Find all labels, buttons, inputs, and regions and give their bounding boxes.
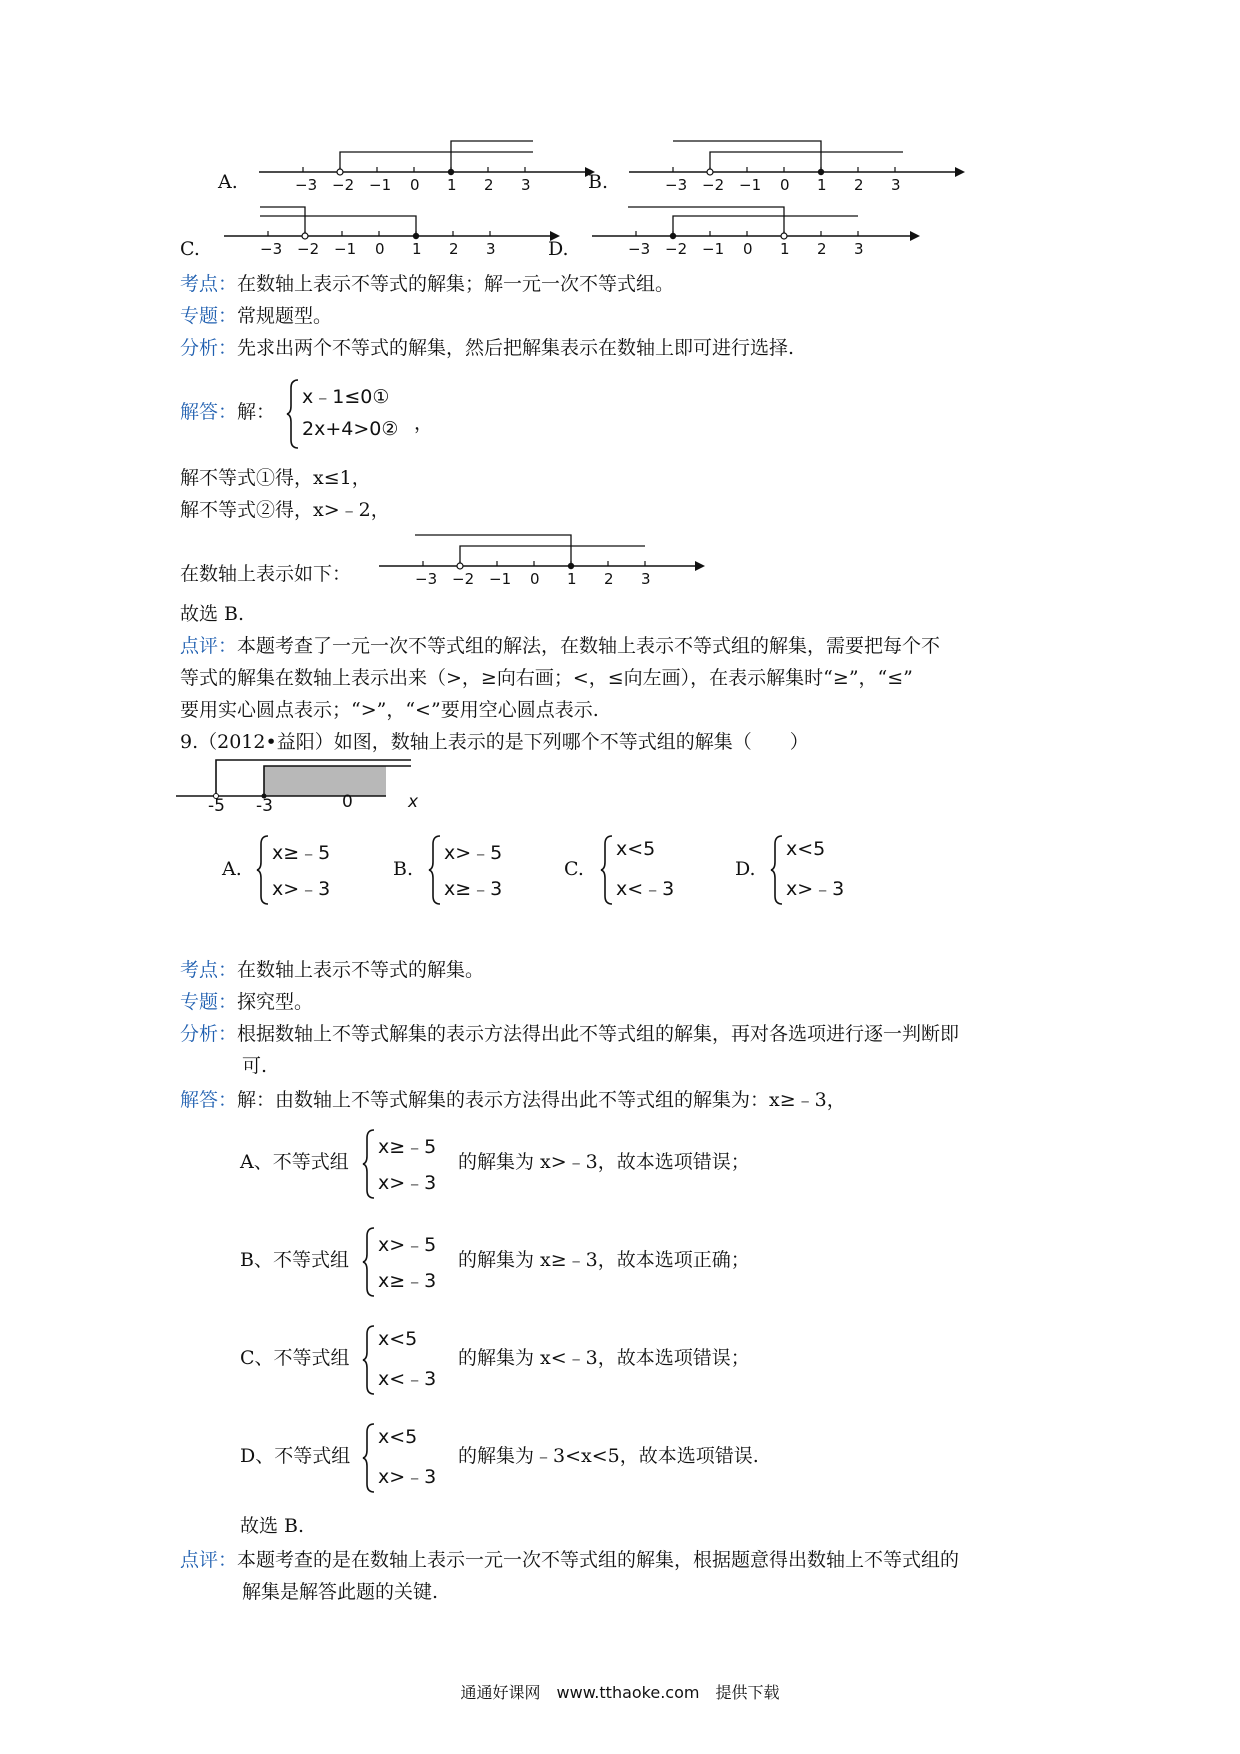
option-c-tick: −1 [334,240,357,258]
q9-answer: 故选 B. [240,1515,305,1537]
fenxi-text: 根据数轴上不等式解集的表示方法得出此不等式组的解集，再对各选项进行逐一判断即 [237,1023,960,1045]
q9-fenxi [180,1022,959,1046]
jieda-label: 解答： [180,1089,238,1111]
option-d-letter: D. [548,238,569,260]
q9-option-c-system [600,834,720,906]
q9-option-a-system [256,834,376,906]
zhuanti-label: 专题： [180,305,238,327]
solution-tick: 2 [604,570,614,588]
kaodian-text: 在数轴上表示不等式的解集；解一元一次不等式组。 [237,273,675,295]
option-a-tick: 3 [521,176,531,194]
kaodian-text: 在数轴上表示不等式的解集。 [237,959,485,981]
dianping-line: 要用实心圆点表示；“>”，“<”要用空心圆点表示. [180,699,599,721]
jieda-text: 解：由数轴上不等式解集的表示方法得出此不等式组的解集为：x≥﹣3， [237,1089,846,1111]
brace-icon [286,378,300,450]
dianping-line: 等式的解集在数轴上表示出来（>，≥向右画；<，≤向左画），在表示解集时“≥”，“≤” [180,667,913,689]
q9-axis-label: -5 [208,796,225,816]
option-c-tick: 0 [375,240,385,258]
kaodian-label: 考点： [180,273,238,295]
system-line-2: x>﹣3 [378,1172,437,1194]
q9-dianping [180,1548,959,1572]
system-line-1: x﹣1≤0① [302,386,390,408]
q8-jieda [180,400,275,424]
system-suffix: ， [414,412,434,434]
q9-option-a-letter: A. [222,858,242,880]
system-line-2: x<﹣3 [378,1368,437,1390]
option-a-tick: 2 [484,176,494,194]
analysis-d-system [362,1422,462,1494]
option-c-tick: −2 [297,240,320,258]
system-line-2: x>﹣3 [272,878,331,900]
brace-icon [362,1128,376,1200]
option-a-tick: −3 [295,176,318,194]
dianping-line: 本题考查的是在数轴上表示一元一次不等式组的解集，根据题意得出数轴上不等式组的 [237,1549,960,1571]
q9-kaodian [180,958,484,982]
q9-stem: 9.（2012•益阳）如图，数轴上表示的是下列哪个不等式组的解集（ ） [180,731,809,753]
analysis-d-prefix: D、不等式组 [240,1445,351,1467]
system-line-1: x≥﹣5 [272,842,331,864]
zhuanti-text: 探究型。 [237,991,314,1013]
option-b-letter: B. [588,171,609,193]
option-c-tick: 1 [412,240,422,258]
option-b-tick: 2 [854,176,864,194]
q9-axis-label: -3 [256,796,273,816]
system-line-1: x<5 [616,838,656,860]
zhuanti-text: 常规题型。 [237,305,333,327]
system-line-2: x<﹣3 [616,878,675,900]
q8-dianping [180,634,940,658]
option-b-tick: 0 [780,176,790,194]
system-line-1: x<5 [378,1426,418,1448]
option-b-tick: 1 [817,176,827,194]
brace-icon [362,1324,376,1396]
option-c-tick: −3 [260,240,283,258]
system-line-1: x>﹣5 [378,1234,437,1256]
analysis-b-prefix: B、不等式组 [240,1249,349,1271]
q8-fenxi [180,336,794,360]
zhuanti-label: 专题： [180,991,238,1013]
jieda-prefix: 解： [237,401,276,423]
analysis-c-result: 的解集为 x<﹣3，故本选项错误； [458,1347,750,1369]
brace-icon [770,834,784,906]
option-d-tick: 1 [780,240,790,258]
option-d-tick: −3 [628,240,651,258]
option-a-tick: −1 [369,176,392,194]
q8-step2: 解不等式②得，x>﹣2， [180,499,390,521]
kaodian-label: 考点： [180,959,238,981]
q9-option-d-letter: D. [735,858,756,880]
option-b-tick: −2 [702,176,725,194]
q9-zhuanti [180,990,313,1014]
jieda-label: 解答： [180,401,238,423]
system-line-1: x<5 [786,838,826,860]
option-c-tick: 2 [449,240,459,258]
system-line-2: 2x+4>0② [302,418,399,440]
dianping-label: 点评： [180,635,238,657]
fenxi-label: 分析： [180,337,238,359]
q9-axis-label: 0 [342,792,353,812]
dianping-label: 点评： [180,1549,238,1571]
option-d-tick: −1 [702,240,725,258]
fenxi-text: 先求出两个不等式的解集，然后把解集表示在数轴上即可进行选择. [237,337,795,359]
analysis-a-prefix: A、不等式组 [240,1151,349,1173]
dianping-line: 解集是解答此题的关键. [242,1581,439,1603]
dianping-line: 本题考查了一元一次不等式组的解法，在数轴上表示不等式组的解集，需要把每个不 [237,635,941,657]
q9-jieda [180,1088,846,1112]
q8-inequality-system [286,378,436,450]
brace-icon [362,1422,376,1494]
option-a-tick: 1 [447,176,457,194]
brace-icon [362,1226,376,1298]
brace-icon [600,834,614,906]
q8-kaodian [180,272,674,296]
system-line-2: x>﹣3 [786,878,845,900]
solution-tick: −3 [415,570,438,588]
q9-option-c-letter: C. [564,858,584,880]
analysis-a-result: 的解集为 x>﹣3，故本选项错误； [458,1151,750,1173]
system-line-2: x≥﹣3 [444,878,503,900]
option-d-tick: −2 [665,240,688,258]
system-line-2: x>﹣3 [378,1466,437,1488]
q8-zhuanti [180,304,332,328]
solution-tick: 0 [530,570,540,588]
option-a-tick: 0 [410,176,420,194]
analysis-d-result: 的解集为﹣3<x<5，故本选项错误. [458,1445,759,1467]
option-d-tick: 2 [817,240,827,258]
system-line-1: x≥﹣5 [378,1136,437,1158]
page-footer: 通通好课网 www.tthaoke.com 提供下载 [460,1683,780,1702]
brace-icon [256,834,270,906]
analysis-b-system [362,1226,462,1298]
solution-tick: 1 [567,570,577,588]
option-a-tick: −2 [332,176,355,194]
analysis-a-system [362,1128,462,1200]
option-b-tick: −1 [739,176,762,194]
q9-option-b-system [428,834,548,906]
brace-icon [428,834,442,906]
q9-axis-label: x [408,792,419,812]
option-d-tick: 3 [854,240,864,258]
option-b-tick: −3 [665,176,688,194]
option-d-tick: 0 [743,240,753,258]
solution-tick: 3 [641,570,651,588]
option-c-letter: C. [180,238,200,260]
option-a-letter: A. [218,171,238,193]
q8-step1: 解不等式①得，x≤1， [180,467,371,489]
q8-shown: 在数轴上表示如下： [180,563,352,585]
system-line-2: x≥﹣3 [378,1270,437,1292]
q8-answer: 故选 B. [180,603,245,625]
solution-tick: −2 [452,570,475,588]
option-b-tick: 3 [891,176,901,194]
q9-option-b-letter: B. [393,858,414,880]
fenxi-text-cont: 可. [242,1055,268,1077]
option-c-tick: 3 [486,240,496,258]
analysis-c-system [362,1324,462,1396]
system-line-1: x>﹣5 [444,842,503,864]
analysis-c-prefix: C、不等式组 [240,1347,350,1369]
solution-tick: −1 [489,570,512,588]
analysis-b-result: 的解集为 x≥﹣3，故本选项正确； [458,1249,750,1271]
system-line-1: x<5 [378,1328,418,1350]
q9-option-d-system [770,834,890,906]
fenxi-label: 分析： [180,1023,238,1045]
